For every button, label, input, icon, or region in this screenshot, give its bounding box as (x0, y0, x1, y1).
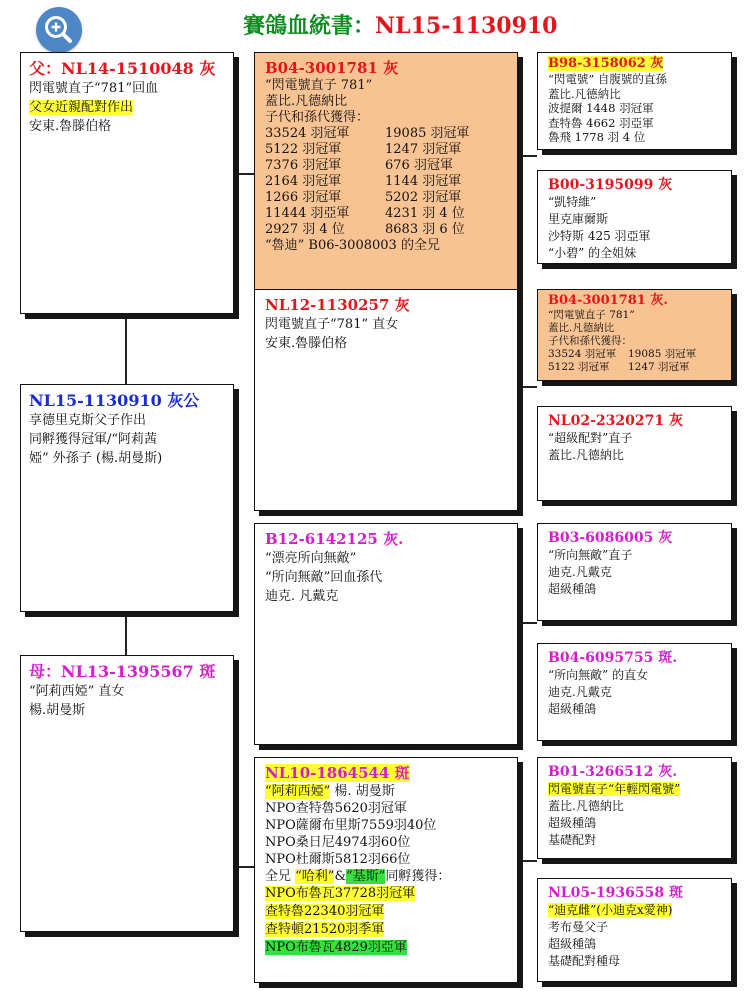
ggp-ring-code: B04-3001781 (548, 293, 646, 308)
mgm-header (265, 764, 507, 783)
mgf-line: “所向無敵”回血孫代 (265, 570, 383, 585)
ggp-line: “所向無敵” 的直女 (548, 668, 649, 682)
sibling-result: 查特頓21520羽季軍 (265, 922, 385, 937)
connector-line (517, 155, 537, 157)
ggp-line-highlight: “迪克雌”(小迪克x愛神) (548, 903, 673, 917)
mgm-result: NPO薩爾布里斯7559羽40位 (265, 818, 437, 833)
ggp-card-mm-sire[interactable] (537, 757, 732, 859)
maternal-grandmother-card[interactable] (254, 757, 518, 983)
ggp-line: 基礎配對種母 (548, 954, 621, 968)
result-item: 676 羽冠軍 (385, 158, 453, 173)
ggp-line: “小碧” 的全姐妹 (548, 246, 637, 260)
ggp-line: “閃電號” 自腹號的直孫 (548, 72, 667, 86)
ggp-line: 蓋比.凡德納比 (548, 448, 624, 462)
result-item: 2927 羽 4 位 (265, 222, 345, 237)
mgm-result: NPO查特魯5620羽冠軍 (265, 801, 407, 816)
father-breeder: 安東.魯滕伯格 (29, 119, 112, 134)
father-line: 閃電號直子“781”回血 (29, 81, 159, 96)
pgf-color: 灰 (383, 59, 399, 77)
result-item: 8683 羽 6 位 (385, 222, 465, 237)
connector-line (517, 622, 537, 624)
mgf-color: 灰. (383, 530, 404, 548)
ggp-ring-code: NL05-1936558 (548, 885, 665, 901)
mother-header (29, 661, 225, 682)
sibling-label: 全兄 (265, 869, 296, 884)
result-item: 1144 羽冠軍 (385, 174, 462, 189)
ggp-color: 斑. (658, 650, 678, 666)
ggp-line: 蓋比.凡德納比 (548, 86, 621, 101)
ggp-color: 斑 (669, 885, 683, 901)
mother-prefix: 母： (29, 662, 62, 681)
ggp-line: 迪克.凡戴克 (548, 685, 612, 699)
ggp-line: 超級種鴿 (548, 816, 597, 830)
subject-color: 灰公 (167, 391, 200, 410)
ggp-line: 迪克.凡戴克 (548, 565, 612, 579)
pgf-results (265, 126, 507, 238)
ggp-ring-code: NL02-2320271 (548, 413, 665, 429)
father-line-highlight: 父女近親配對作出 (29, 100, 134, 115)
subject-line: 同孵獲得冠軍/“阿莉茜 (29, 432, 158, 447)
ggp-card-ff-sire[interactable] (537, 52, 732, 150)
sibling-joiner: & (334, 869, 347, 884)
mother-color: 斑 (199, 662, 216, 681)
result-item: 1266 羽冠軍 (265, 190, 342, 205)
result-item: 5122 羽冠軍 (548, 361, 610, 373)
mother-breeder: 楊.胡曼斯 (29, 703, 86, 718)
ggp-card-mf-sire[interactable] (537, 523, 732, 621)
pgf-footer: “魯迪” B06-3008003 的全兄 (265, 238, 440, 253)
ggp-color: 灰 (669, 413, 683, 429)
maternal-grandfather-card[interactable] (254, 523, 518, 745)
ggp-ring-code: B03-6086005 (548, 530, 654, 546)
sibling-result: NPO布魯瓦4829羽亞軍 (265, 940, 407, 955)
pgf-ring-code: B04-3001781 (265, 59, 378, 77)
ggp-color: 灰 (658, 530, 673, 546)
pgm-color: 灰 (394, 296, 410, 314)
mgm-color: 斑 (394, 764, 410, 782)
result-item: 19085 羽冠軍 (628, 348, 697, 360)
sibling-name: “哈利” (295, 869, 335, 884)
mother-line: “阿莉西婭” 直女 (29, 684, 125, 699)
ggp-line: 超級種鴿 (548, 702, 597, 716)
ggp-line: 波提爾 1448 羽冠軍 (548, 101, 654, 115)
paternal-grandmother-card[interactable] (254, 289, 518, 511)
connector-line (234, 866, 254, 868)
mgm-result: NPO杜爾斯5812羽66位 (265, 852, 411, 867)
result-item: 1247 羽冠軍 (628, 361, 690, 373)
sibling-result: 查特魯22340羽冠軍 (265, 904, 385, 919)
ggp-line: 蓋比.凡德納比 (548, 799, 624, 813)
ggp-header (548, 412, 721, 430)
sibling-name: “基斯” (346, 869, 386, 884)
subject-line: 婭” 外孫子 (楊.胡曼斯) (29, 451, 163, 466)
ggp-ring-code: B01-3266512 (548, 764, 654, 780)
connector-line (125, 613, 127, 655)
result-item: 5202 羽冠軍 (385, 190, 462, 205)
zoom-button[interactable] (36, 7, 82, 53)
paternal-grandfather-card[interactable] (254, 52, 518, 297)
connector-line (517, 386, 537, 388)
ggp-header (548, 293, 721, 309)
ggp-header (548, 529, 721, 547)
mgm-breeder: 楊. 胡曼斯 (330, 784, 395, 799)
ggp-card-ff-dam[interactable] (537, 170, 732, 264)
page-title (243, 9, 565, 43)
pgf-header (265, 59, 507, 78)
ggp-header (548, 649, 721, 667)
ggp-line: 沙特斯 425 羽亞軍 (548, 229, 651, 243)
ggp-line: 里克庫爾斯 (548, 212, 609, 226)
result-item: 4231 羽 4 位 (385, 206, 465, 221)
ggp-line: 考布曼父子 (548, 920, 609, 934)
ggp-card-mf-dam[interactable] (537, 643, 732, 741)
mgm-name: “阿莉西婭” (265, 784, 331, 799)
ggp-line: 超級種鴿 (548, 937, 597, 951)
ggp-line-highlight: 閃電號直子“年輕閃電號” (548, 782, 681, 796)
ggp-color: 灰. (658, 764, 678, 780)
ggp-card-fm-sire[interactable] (537, 289, 732, 381)
ggp-line: 蓋比.凡德納比 (548, 322, 615, 334)
mgf-breeder: 迪克. 凡戴克 (265, 589, 339, 604)
pgm-line: 閃電號直子“781” 直女 (265, 317, 399, 332)
ggp-line: 魯飛 1778 羽 4 位 (548, 130, 646, 144)
ggp-header (548, 884, 721, 902)
sibling-suffix: 同孵獲得： (385, 869, 451, 884)
ggp-header (548, 763, 721, 781)
pgm-ring-code: NL12-1130257 (265, 296, 390, 314)
title-prefix: 賽鴿血統書： (243, 13, 376, 39)
mgm-result: NPO桑日尼4974羽60位 (265, 835, 411, 850)
mgm-siblings-line (265, 868, 507, 885)
ggp-results-row (548, 361, 721, 374)
ggp-line: 基礎配對 (548, 833, 597, 847)
connector-line (234, 173, 254, 175)
mgf-header (265, 530, 507, 549)
pgf-line: “閃電號直子 781” (265, 78, 373, 93)
ggp-color: 灰. (650, 293, 668, 308)
pgm-header (265, 296, 507, 315)
magnifier-plus-icon (36, 7, 82, 53)
result-item: 19085 羽冠軍 (385, 126, 470, 141)
ggp-line: “閃電號直子 781” (548, 309, 635, 321)
result-item: 7376 羽冠軍 (265, 158, 342, 173)
ggp-card-mm-dam[interactable] (537, 878, 732, 982)
father-prefix: 父： (29, 59, 62, 78)
ggp-line: “所向無敵”直子 (548, 548, 633, 562)
father-card[interactable] (20, 52, 234, 314)
father-ring-code: NL14-1510048 (61, 59, 194, 78)
ggp-line: “超級配對”直子 (548, 431, 633, 445)
connector-line (125, 313, 127, 385)
result-item: 5122 羽冠軍 (265, 142, 342, 157)
mgm-name-line (265, 783, 507, 800)
result-item: 33524 羽冠軍 (265, 126, 350, 141)
result-item: 2164 羽冠軍 (265, 174, 342, 189)
ggp-line: 超級種鴿 (548, 582, 597, 596)
result-item: 11444 羽亞軍 (265, 206, 350, 221)
ggp-card-fm-dam[interactable] (537, 406, 732, 501)
subject-line: 享德里克斯父子作出 (29, 413, 147, 428)
connector-line (517, 860, 537, 862)
pgm-breeder: 安東.魯滕伯格 (265, 336, 348, 351)
mother-ring-code: NL13-1395567 (61, 662, 194, 681)
mother-card[interactable] (20, 655, 234, 932)
sibling-result: NPO布魯瓦37728羽冠軍 (265, 886, 416, 901)
ggp-header (548, 176, 721, 194)
result-item: 1247 羽冠軍 (385, 142, 462, 157)
subject-header (29, 390, 225, 411)
title-ring-code: NL15-1130910 (375, 13, 558, 39)
ggp-color: 灰 (650, 56, 664, 71)
ggp-results-row (548, 348, 721, 361)
ggp-color: 灰 (658, 177, 673, 193)
pgf-line: 蓋比.凡德納比 (265, 94, 348, 109)
ggp-header (548, 56, 721, 72)
subject-card[interactable] (20, 384, 234, 612)
result-item: 33524 羽冠軍 (548, 348, 617, 360)
ggp-ring-code: B00-3195099 (548, 177, 654, 193)
ggp-ring-code: B98-3158062 (548, 56, 646, 71)
ggp-ring-code: B04-6095755 (548, 650, 654, 666)
subject-ring-code: NL15-1130910 (29, 391, 162, 410)
ggp-line: “凱特維” (548, 195, 597, 209)
mgf-line: “漂亮所向無敵” (265, 551, 357, 566)
father-color: 灰 (199, 59, 216, 78)
mgf-ring-code: B12-6142125 (265, 530, 378, 548)
ggp-line: 子代和孫代獲得： (548, 335, 632, 347)
pgf-line: 子代和孫代獲得： (265, 110, 370, 125)
ggp-line: 查特魯 4662 羽亞軍 (548, 115, 654, 130)
mgm-ring-code: NL10-1864544 (265, 764, 390, 782)
father-header (29, 58, 225, 79)
